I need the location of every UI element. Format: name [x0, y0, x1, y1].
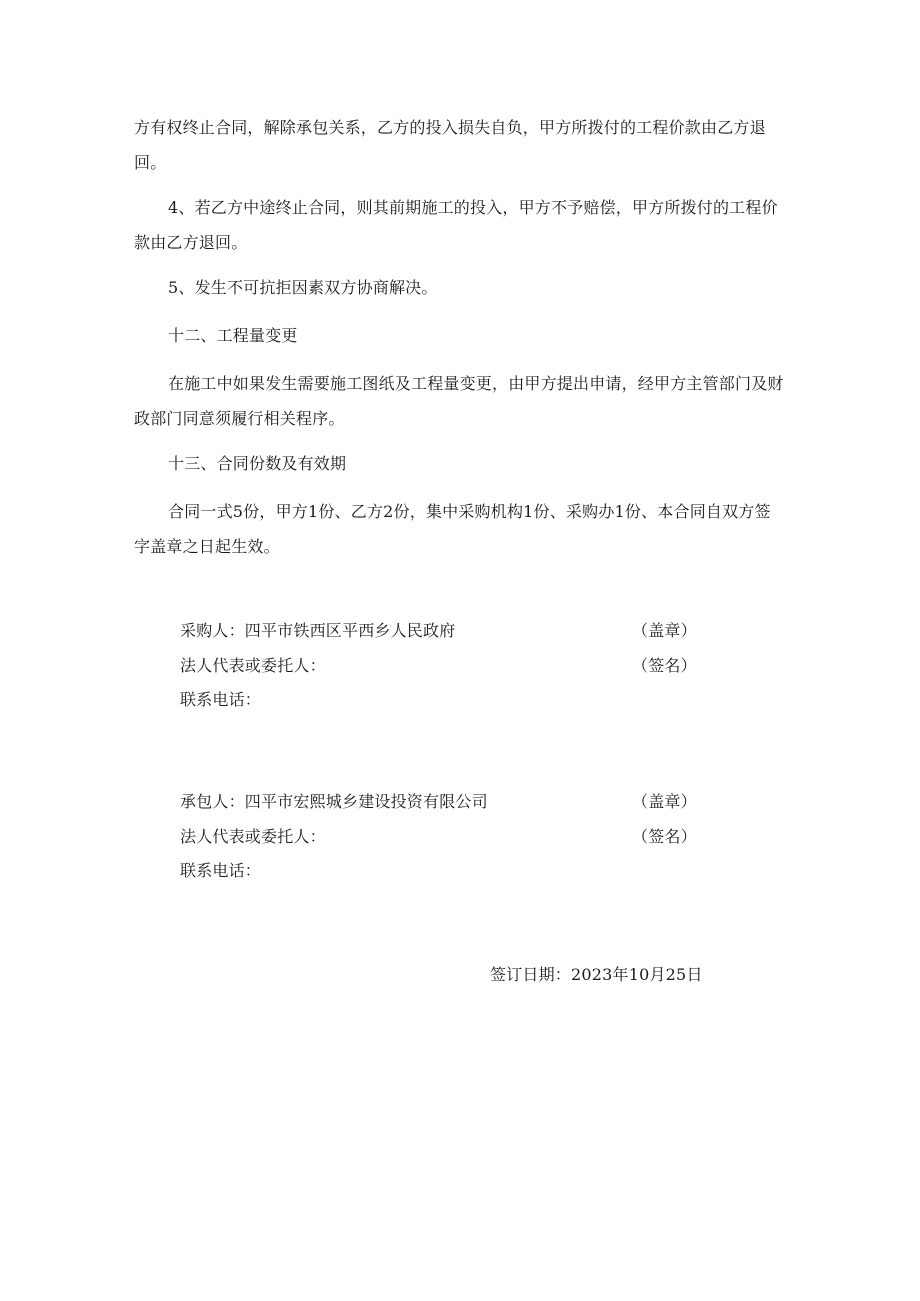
contractor-representative-label: 法人代表或委托人： — [180, 827, 326, 846]
contractor-phone-label: 联系电话： — [180, 861, 262, 880]
section-heading-12: 十二、工程量变更 — [168, 326, 298, 345]
paragraph-quantity-change: 在施工中如果发生需要施工图纸及工程量变更，由甲方提出申请，经甲方主管部门及财政部门同意须履行相关程序。 — [134, 374, 784, 428]
paragraph-clause-5: 5、发生不可抗拒因素双方协商解决。 — [168, 278, 438, 297]
contractor-seal-label: （盖章） — [632, 792, 697, 811]
section-heading-13: 十三、合同份数及有效期 — [168, 454, 347, 473]
paragraph-copies-validity: 合同一式5份，甲方1份、乙方2份，集中采购机构1份、采购办1份、本合同自双方签字盖章之日起生效。 — [134, 502, 771, 556]
purchaser-name: 采购人：四平市铁西区平西乡人民政府 — [180, 621, 456, 640]
purchaser-representative-label: 法人代表或委托人： — [180, 656, 326, 675]
purchaser-seal-label: （盖章） — [632, 621, 697, 640]
sign-date: 签订日期：2023年10月25日 — [490, 965, 703, 984]
contractor-name: 承包人：四平市宏熙城乡建设投资有限公司 — [180, 792, 488, 811]
contractor-sign-label: （签名） — [632, 827, 697, 846]
purchaser-sign-label: （签名） — [632, 656, 697, 675]
purchaser-phone-label: 联系电话： — [180, 690, 262, 709]
paragraph-clause-4: 4、若乙方中途终止合同，则其前期施工的投入，甲方不予赔偿，甲方所拨付的工程价款由乙方退回。 — [134, 198, 778, 252]
paragraph-termination-continued: 方有权终止合同，解除承包关系，乙方的投入损失自负，甲方所拨付的工程价款由乙方退回。 — [134, 118, 766, 172]
